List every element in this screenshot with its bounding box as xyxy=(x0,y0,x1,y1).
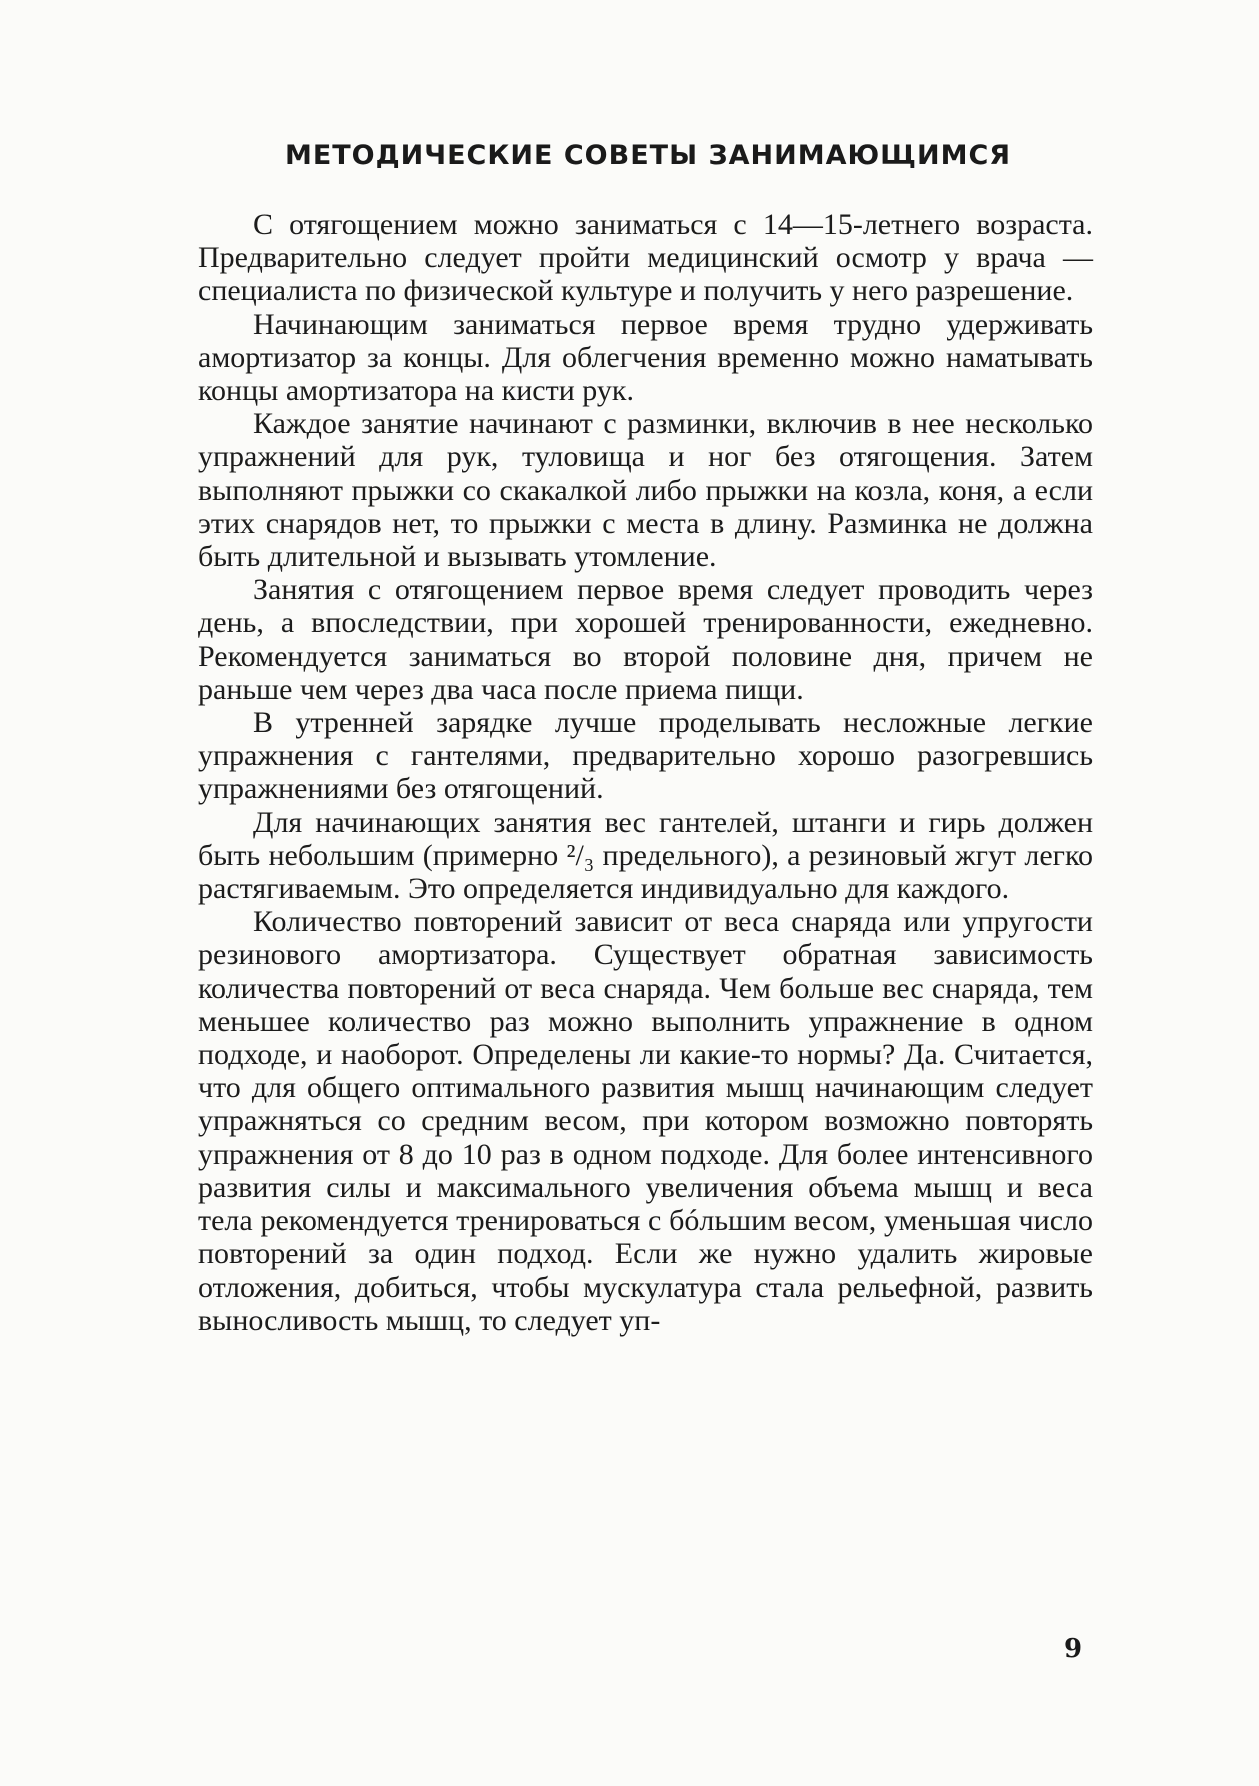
body-text xyxy=(198,208,1093,1337)
page-number: 9 xyxy=(1064,1634,1083,1664)
section-heading: МЕТОДИЧЕСКИЕ СОВЕТЫ ЗАНИМАЮЩИМСЯ xyxy=(284,140,1012,171)
paragraph-4: Занятия с отягощением первое время следует проводить через день, а впоследствии, при хорошей тренированности, ежедневно. Рекомендуется заниматься во второй половине дня, причем не раньше чем через два часа после приема пищи. xyxy=(198,573,1093,706)
paragraph-2: Начинающим заниматься первое время трудно удерживать амортизатор за концы. Для облегчения временно можно наматывать концы амортизатора на кисти рук. xyxy=(198,307,1093,408)
paragraph-1: С отягощением можно заниматься с 14—15-летнего возраста. Предварительно следует пройти медицинский осмотр у врача — специалиста по физической культуре и получить у него разрешение. xyxy=(198,208,1093,308)
paragraph-6: Для начинающих занятия вес гантелей, штанги и гирь должен быть небольшим (примерно ²/₃ предельного), а резиновый жгут легко растягиваемым. Это определяется индивидуально для каждого. xyxy=(198,805,1093,906)
paragraph-3: Каждое занятие начинают с разминки, включив в нее несколько упражнений для рук, туловища и ног без отягощения. Затем выполняют прыжки со скакалкой либо прыжки на козла, коня, а если этих снарядов нет, то прыжки с места в длину. Разминка не должна быть длительной и вызывать утомление. xyxy=(198,407,1093,574)
paragraph-7: Количество повторений зависит от веса снаряда или упругости резинового амортизатора. Существует обратная зависимость количества повторений от веса снаряда. Чем больше вес снаряда, тем меньшее количество раз можно выполнить упражнение в одном подходе, и наоборот. Определены ли какие-то нормы? Да. Считается, что для общего оптимального развития мышц начинающим следует упражняться со средним весом, при котором возможно повторять упражнения от 8 до 10 раз в одном подходе. Для более интенсивного развития силы и максимального увеличения объема мышц и веса тела рекомендуется тренироваться с бóльшим весом, уменьшая число повторений за один подход. Если же нужно удалить жировые отложения, добиться, чтобы мускулатура стала рельефной, развить выносливость мышц, то следует уп- xyxy=(198,905,1093,1337)
paragraph-5: В утренней зарядке лучше проделывать несложные легкие упражнения с гантелями, предварительно хорошо разогревшись упражнениями без отягощений. xyxy=(198,706,1093,806)
